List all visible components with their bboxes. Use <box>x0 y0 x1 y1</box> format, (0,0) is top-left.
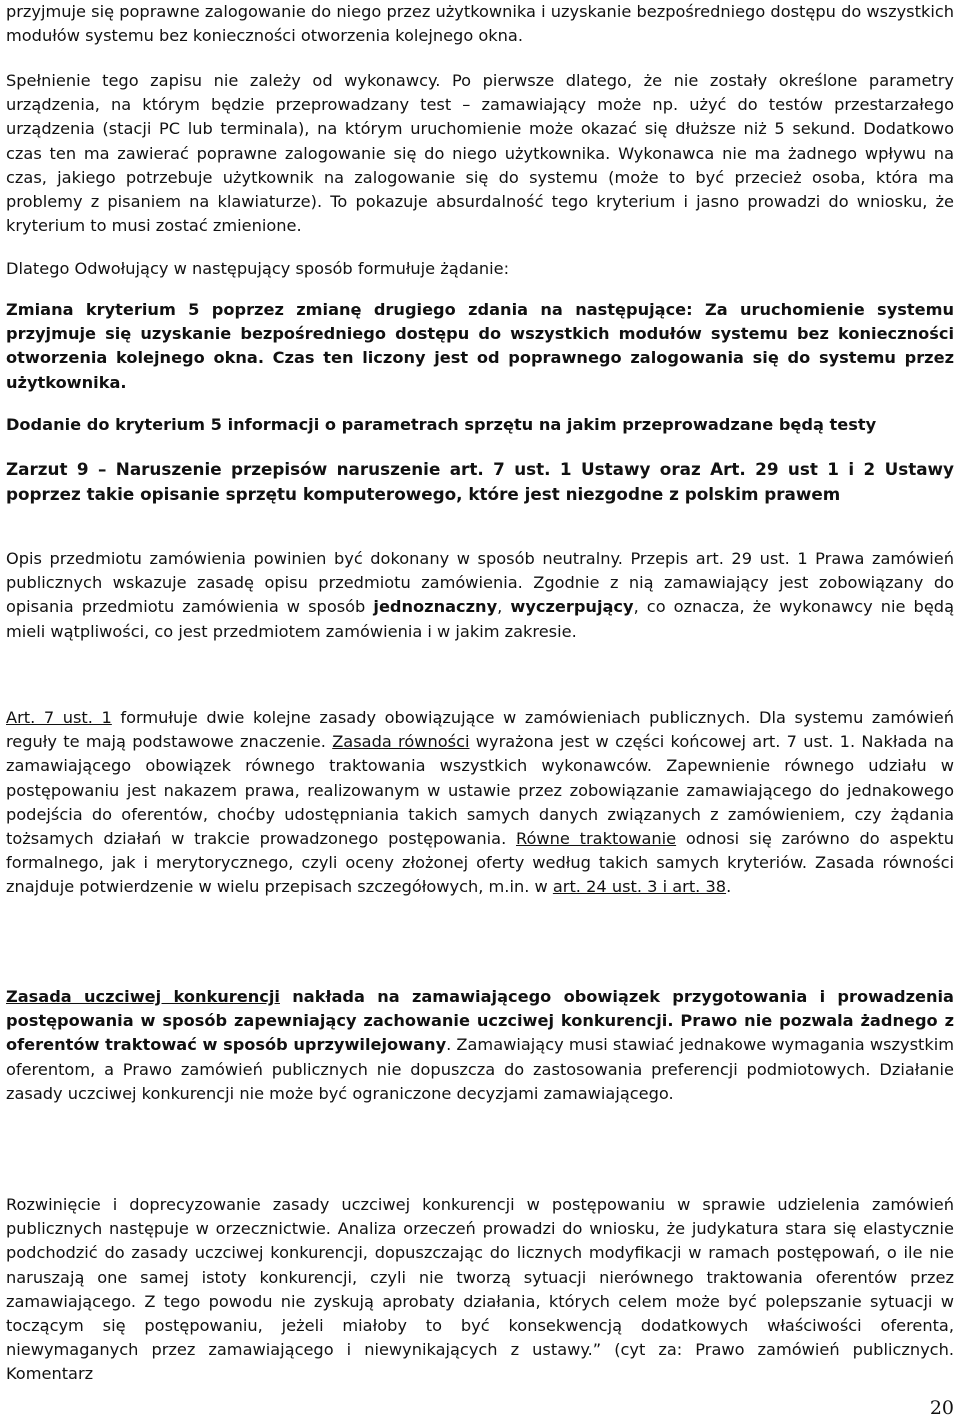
p6-text-2: , <box>497 597 511 617</box>
paragraph-demand-intro: Dlatego Odwołujący w następujący sposób formułuje żądanie: <box>6 259 510 278</box>
link-zasada-uczciwej-konkurencji[interactable]: Zasada uczciwej konkurencji <box>6 987 280 1006</box>
paragraph-fair-competition <box>6 985 954 1106</box>
paragraph-criterion-change: Zmiana kryterium 5 poprzez zmianę drugiego zdania na następujące: Za uruchomienie systemu przyjmuje się uzyskanie bezpośredniego dostępu do wszystkich modułów systemu bez konieczności otworzenia kolejnego okna. Czas ten liczony jest od poprawnego zalogowania się do systemu przez użytkownika. <box>6 300 954 392</box>
paragraph-equality-principle <box>6 706 954 900</box>
p6-bold-jednoznaczny: jednoznaczny <box>373 597 498 617</box>
section-heading-zarzut-9: Zarzut 9 – Naruszenie przepisów naruszenie art. 7 ust. 1 Ustawy oraz Art. 29 ust 1 i 2 Ustawy poprzez takie opisanie sprzętu komputerowego, które jest niezgodne z polskim prawem <box>6 459 954 504</box>
paragraph-criterion-addition: Dodanie do kryterium 5 informacji o parametrach sprzętu na jakim przeprowadzane będą testy <box>6 415 877 434</box>
link-art-7-ust-1[interactable]: Art. 7 ust. 1 <box>6 708 112 727</box>
p6-bold-wyczerpujacy: wyczerpujący <box>510 597 634 617</box>
link-art-24-art-38[interactable]: art. 24 ust. 3 i art. 38 <box>552 877 727 897</box>
p7-text-1: formułuje dwie kolejne zasady obowiązujące w zamówieniach publicznych. Dla systemu zamówień reguły te mają podstawowe znaczenie. <box>6 708 954 752</box>
paragraph-contractor-independence: Spełnienie tego zapisu nie zależy od wykonawcy. Po pierwsze dlatego, że nie zostały określone parametry urządzenia, na którym będzie przeprowadzany test – zamawiający może np. użyć do testów przestarzałego urządzenia (stacji PC lub terminala), na którym uruchomienie może okazać się dłuższe niż 5 sekund. Dodatkowo czas ten ma zawierać poprawne zalogowanie się do niego użytkownika. Wykonawca nie ma żadnego wpływu na czas, jakiego potrzebuje użytkownik na zalogowanie się do systemu (może to być przecież osoba, która ma problemy z pisaniem na klawiaturze). To pokazuje absurdalność tego kryterium i jasno prowadzi do wniosku, że kryterium to musi zostać zmienione. <box>6 71 954 236</box>
p7-text-4: . <box>726 877 732 897</box>
link-zasada-rownosci[interactable]: Zasada równości <box>332 732 470 752</box>
p6-text-1: Opis przedmiotu zamówienia powinien być dokonany w sposób neutralny. Przepis art. 29 ust. 1 Prawa zamówień publicznych wskazuje zasadę opisu przedmiotu zamówienia. Zgodnie z nią zamawiający jest zobowiązany do opisania przedmiotu zamówienia w sposób <box>6 549 954 617</box>
paragraph-case-law: Rozwinięcie i doprecyzowanie zasady uczciwej konkurencji w postępowaniu w sprawie udzielenia zamówień publicznych następuje w orzecznictwie. Analiza orzeczeń prowadzi do wniosku, że judykatura stara się elastycznie podchodzić do zasady uczciwej konkurencji, dopuszczając do licznych modyfikacji w ramach postępowań, o ile nie naruszają one samej istoty konkurencji, czyli nie tworzą sytuacji nierównego traktowania oferentów przez zamawiającego. Z tego powodu nie zyskują aprobaty działania, których celem może być polepszanie sytuacji w toczącym się postępowaniu, jeżeli miałoby to być konsekwencją dodatkowych właściwości oferenta, niewymaganych przez zamawiającego i niewynikających z ustawy.” (cyt za: Prawo zamówień publicznych. Komentarz <box>6 1195 954 1384</box>
p7-text-3: odnosi się zarówno do aspektu formalnego, jak i merytorycznego, czyli oceny złożonej oferty według takich samych kryteriów. Zasada równości znajduje potwierdzenie w wielu przepisach szczegółowych, m.in. w <box>6 829 954 897</box>
paragraph-neutral-description <box>6 547 954 644</box>
p8-bold-text: nakłada na zamawiającego obowiązek przygotowania i prowadzenia postępowania w sposób zapewniający zachowanie uczciwej konkurencji. Prawo nie pozwala żadnego z oferentów traktować w sposób uprzywilejowany <box>6 987 954 1055</box>
page-number: 20 <box>929 1397 954 1419</box>
paragraph-continuation: przyjmuje się poprawne zalogowanie do niego przez użytkownika i uzyskanie bezpośredniego dostępu do wszystkich modułów systemu bez konieczności otworzenia kolejnego okna. <box>6 2 954 46</box>
p8-text-1: . Zamawiający musi stawiać jednakowe wymagania wszystkim oferentom, a Prawo zamówień publicznych nie dopuszcza do zastosowania preferencji podmiotowych. Działanie zasady uczciwej konkurencji nie może być ograniczone decyzjami zamawiającego. <box>6 1035 955 1103</box>
p7-text-2: wyrażona jest w części końcowej art. 7 ust. 1. Nakłada na zamawiającego obowiązek równego traktowania wszystkich wykonawców. Zapewnienie równego udziału w postępowaniu jest nakazem prawa, realizowanym w ustawie przez zobowiązanie zamawiającego do jednakowego podejścia do oferentów, choćby udostępniania takich samych danych związanych z zamówieniem, czy żądania tożsamych działań w trakcie prowadzonego postępowania. <box>6 732 954 849</box>
link-rowne-traktowanie[interactable]: Równe traktowanie <box>516 829 677 849</box>
p6-text-3: , co oznacza, że wykonawcy nie będą mieli wątpliwości, co jest przedmiotem zamówienia i w jakim zakresie. <box>6 597 954 641</box>
